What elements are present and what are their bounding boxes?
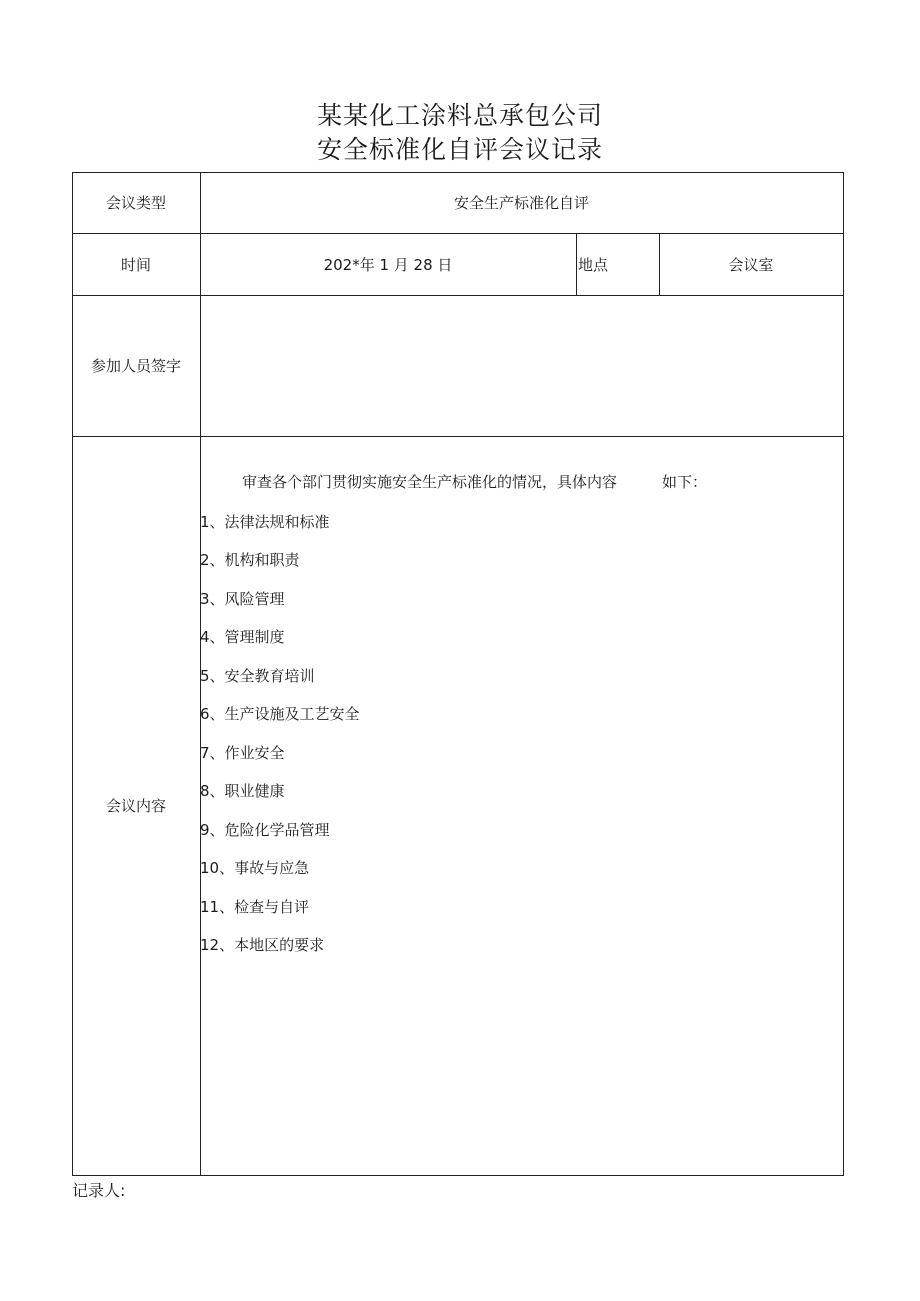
document-title-line1: 某某化工涂料总承包公司 <box>316 101 603 130</box>
location-label: 地点 <box>578 255 609 274</box>
content-label: 会议内容 <box>105 797 166 815</box>
list-item: 11、检查与自评 <box>200 898 310 916</box>
time-label: 时间 <box>120 255 151 274</box>
list-item: 6、生产设施及工艺安全 <box>200 705 360 723</box>
list-item: 2、机构和职责 <box>200 551 300 569</box>
list-item: 12、本地区的要求 <box>200 936 325 954</box>
list-item: 9、危险化学品管理 <box>200 821 330 839</box>
table-border-bottom <box>72 1175 844 1176</box>
document-title-line2: 安全标准化自评会议记录 <box>316 135 603 164</box>
meeting-type-value: 安全生产标准化自评 <box>453 194 589 212</box>
content-intro: 审查各个部门贯彻实施安全生产标准化的情况，具体内容 <box>242 473 618 491</box>
list-item: 5、安全教育培训 <box>200 667 315 685</box>
list-item: 3、风险管理 <box>200 590 285 608</box>
table-column-divider <box>576 233 577 295</box>
attendees-signature-area[interactable] <box>201 296 843 436</box>
list-item: 10、事故与应急 <box>200 859 310 877</box>
list-item: 8、职业健康 <box>200 782 285 800</box>
list-item: 4、管理制度 <box>200 628 285 646</box>
time-value: 202*年 1 月 28 日 <box>323 255 453 274</box>
attendees-label: 参加人员签字 <box>90 357 181 375</box>
list-item: 1、法律法规和标准 <box>200 513 330 531</box>
meeting-type-label: 会议类型 <box>105 194 166 212</box>
content-intro-tail: 如下： <box>662 473 708 491</box>
recorder-label: 记录人: <box>72 1181 126 1200</box>
list-item: 7、作业安全 <box>200 744 285 762</box>
table-border-right <box>843 172 844 1176</box>
location-value: 会议室 <box>728 255 774 274</box>
